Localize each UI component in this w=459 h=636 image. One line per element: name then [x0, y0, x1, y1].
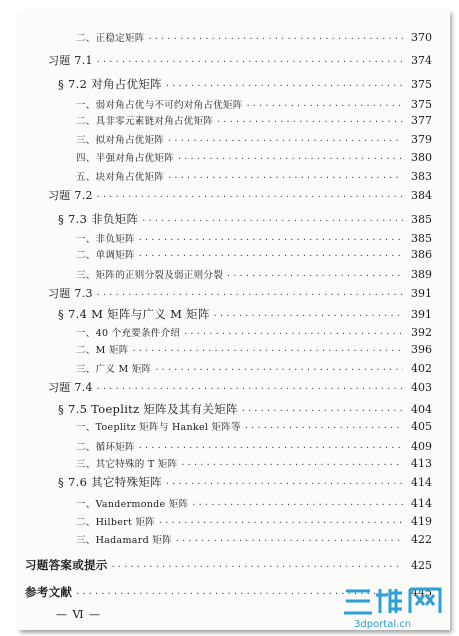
watermark-logo — [340, 583, 450, 631]
toc-entry-label: 一、弱对角占优与不可约对角占优矩阵 — [76, 100, 243, 111]
toc-entry-page: 385 — [411, 232, 432, 245]
dot-leader — [148, 32, 403, 46]
toc-entry-page: 370 — [411, 31, 432, 44]
dot-leader — [96, 382, 403, 396]
toc-entry-label: 习题答案或提示 — [25, 558, 108, 572]
toc-entry-page: 383 — [411, 170, 432, 183]
toc-entry-label: 二、单调矩阵 — [76, 250, 135, 261]
toc-entry-label: § 7.2 对角占优矩阵 — [58, 77, 162, 91]
dot-leader — [141, 214, 403, 228]
dot-leader — [111, 560, 403, 574]
toc-entry — [48, 54, 432, 69]
toc-entry-label: 一、40 个充要条件介绍 — [76, 328, 181, 339]
dot-leader — [177, 152, 403, 166]
toc-entry — [76, 114, 432, 129]
toc-entry — [76, 232, 432, 247]
toc-entry-label: 二、Hilbert 矩阵 — [76, 517, 156, 528]
toc-entry — [48, 381, 432, 396]
toc-entry — [58, 475, 432, 491]
dot-leader — [244, 421, 403, 435]
toc-entry-label: 三、拟对角占优矩阵 — [76, 135, 165, 146]
dot-leader — [96, 190, 403, 204]
dot-leader — [132, 344, 403, 358]
toc-entry-page: 385 — [411, 213, 432, 226]
dot-leader — [246, 99, 403, 113]
toc-entry-label: 二、M 矩阵 — [76, 345, 129, 356]
toc-entry — [76, 515, 432, 530]
dot-leader — [138, 441, 403, 455]
toc-entry — [76, 440, 432, 455]
toc-entry-label: § 7.3 非负矩阵 — [58, 212, 139, 226]
toc-entry-label: 三、Hadamard 矩阵 — [76, 535, 172, 546]
toc-entry — [76, 151, 432, 166]
dot-leader — [154, 363, 403, 377]
toc-entry — [76, 98, 432, 113]
toc-entry-label: 二、具非零元素链对角占优矩阵 — [76, 116, 214, 127]
dot-leader — [183, 327, 403, 341]
dot-leader — [158, 516, 403, 530]
toc-entry-label: § 7.6 其它特殊矩阵 — [58, 475, 162, 489]
toc-entry-page: 402 — [411, 362, 432, 375]
toc-entry-label: 一、非负矩阵 — [76, 234, 135, 245]
toc-entry-label: 习题 7.3 — [48, 287, 93, 300]
toc-entry-label: 一、Toeplitz 矩阵与 Hankel 矩阵等 — [76, 422, 241, 433]
toc-entry-page: 377 — [411, 114, 432, 127]
toc-entry-page: 403 — [411, 381, 432, 394]
dot-leader — [165, 477, 403, 491]
toc-entry-label: § 7.5 Toeplitz 矩阵及其有关矩阵 — [58, 402, 238, 416]
toc-entry-page: 414 — [411, 476, 432, 489]
toc-entry-page: 380 — [411, 151, 432, 164]
toc-entry-page: 396 — [411, 343, 432, 356]
dot-leader — [175, 534, 403, 548]
dot-leader — [180, 458, 403, 472]
toc-entry — [76, 362, 432, 377]
toc-entry — [76, 497, 432, 512]
toc-entry-page: 405 — [411, 420, 432, 433]
toc-entry — [48, 189, 432, 204]
dot-leader — [216, 115, 403, 129]
page-folio: — Ⅵ — — [56, 608, 102, 621]
toc-entry — [58, 77, 432, 93]
dot-leader — [213, 309, 403, 323]
toc-entry-page: 391 — [411, 287, 432, 300]
toc-entry-label: 二、正稳定矩阵 — [76, 33, 145, 44]
dot-leader — [165, 79, 403, 93]
toc-entry-page: 384 — [411, 189, 432, 202]
toc-entry-page: 404 — [411, 403, 432, 416]
toc-entry — [48, 287, 432, 302]
dot-leader — [138, 233, 403, 247]
dot-leader — [96, 288, 403, 302]
dot-leader — [96, 55, 403, 69]
toc-entry-label: 习题 7.1 — [48, 54, 93, 67]
toc-entry — [76, 268, 432, 283]
toc-entry-label: 五、块对角占优矩阵 — [76, 172, 165, 183]
toc-entry-page: 413 — [411, 457, 432, 470]
toc-entry-page: 375 — [411, 98, 432, 111]
toc-entry-page: 419 — [411, 515, 432, 528]
dot-leader — [241, 404, 403, 418]
toc-entry-label: 三、矩阵的正则分裂及弱正则分裂 — [76, 270, 224, 281]
toc-entry-label: § 7.4 M 矩阵与广义 M 矩阵 — [58, 307, 210, 321]
watermark-url: 3dportal.cn — [354, 619, 412, 630]
dot-leader — [138, 249, 403, 263]
toc-entry-page: 391 — [411, 308, 432, 321]
toc-entry-label: 四、半强对角占优矩阵 — [76, 153, 175, 164]
toc-entry-label: 一、Vandermonde 矩阵 — [76, 499, 189, 510]
dot-leader — [191, 498, 403, 512]
toc-entry — [76, 326, 432, 341]
toc-entry-page: 422 — [411, 533, 432, 546]
toc-entry-label: 二、循环矩阵 — [76, 442, 135, 453]
toc-entry — [58, 402, 432, 418]
toc-entry-page: 392 — [411, 326, 432, 339]
toc-entry-label: 三、广义 M 矩阵 — [76, 364, 152, 375]
toc-entry — [76, 420, 432, 435]
toc-entry-page: 414 — [411, 497, 432, 510]
toc-entry — [25, 558, 432, 574]
toc-entry — [76, 133, 432, 148]
toc-entry — [76, 343, 432, 358]
toc-entry-label: 三、其它特殊的 T 矩阵 — [76, 459, 178, 470]
toc-entry-page: 425 — [411, 559, 432, 572]
toc-entry-page: 389 — [411, 268, 432, 281]
toc-entry — [58, 307, 432, 323]
book-page — [18, 10, 450, 630]
toc-entry-page: 445 — [411, 586, 432, 599]
toc-entry — [58, 212, 432, 228]
toc-entry — [76, 170, 432, 185]
toc-entry-page: 409 — [411, 440, 432, 453]
toc-entry-label: 习题 7.4 — [48, 381, 93, 394]
dot-leader — [167, 171, 403, 185]
toc-entry-label: 参考文献 — [25, 585, 73, 599]
toc-entry-page: 386 — [411, 248, 432, 261]
toc-entry — [76, 31, 432, 46]
toc-entry — [76, 457, 432, 472]
dot-leader — [226, 269, 403, 283]
dot-leader — [167, 134, 403, 148]
toc-entry-page: 379 — [411, 133, 432, 146]
toc-entry — [76, 533, 432, 548]
toc-entry-label: 习题 7.2 — [48, 189, 93, 202]
toc-entry — [76, 248, 432, 263]
toc-entry-page: 374 — [411, 54, 432, 67]
toc-entry-page: 375 — [411, 78, 432, 91]
